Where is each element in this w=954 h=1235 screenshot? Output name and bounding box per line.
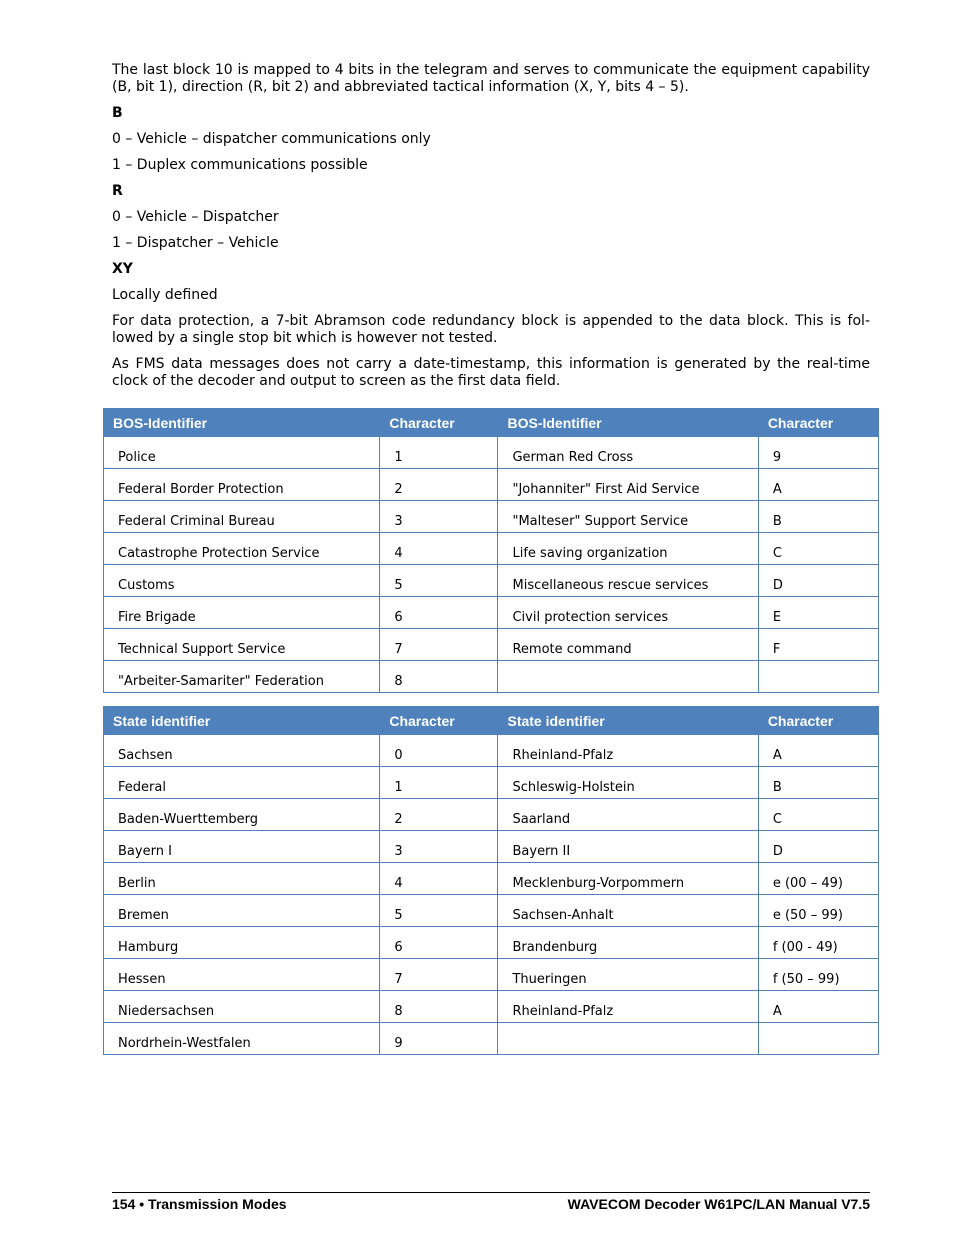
table-cell: Life saving organization [498, 533, 758, 565]
table-row [104, 735, 879, 767]
header-cell: Character [758, 409, 878, 437]
table-cell: Brandenburg [498, 927, 758, 959]
table-cell: Miscellaneous rescue services [498, 565, 758, 597]
xy-text: Locally defined [112, 287, 218, 303]
table-row [104, 831, 879, 863]
header-cell: State identifier [498, 707, 758, 735]
table-row [104, 895, 879, 927]
table-cell: 7 [380, 959, 498, 991]
table-cell: E [758, 597, 878, 629]
table-cell: "Johanniter" First Aid Service [498, 469, 758, 501]
table-cell: A [758, 991, 878, 1023]
table-cell: 9 [380, 1023, 498, 1055]
table-cell: e (50 – 99) [758, 895, 878, 927]
table-cell: Mecklenburg-Vorpommern [498, 863, 758, 895]
table-cell: Bayern II [498, 831, 758, 863]
table-cell: D [758, 831, 878, 863]
table-row [104, 1023, 879, 1055]
intro-paragraph: The last block 10 is mapped to 4 bits in the telegram and serves to communicate the equipment capability (B, bit 1), direction (R, bit 2) and abbreviated tactical information (X, Y, bits 4 – 5). [112, 62, 870, 95]
table-cell [498, 1023, 758, 1055]
table-cell: A [758, 469, 878, 501]
state-identifier-table [103, 706, 879, 1055]
table-cell: 9 [758, 437, 878, 469]
table-cell [498, 661, 758, 693]
table-cell: C [758, 533, 878, 565]
table-cell: 8 [380, 991, 498, 1023]
table-row [104, 863, 879, 895]
table-cell: Hessen [104, 959, 380, 991]
table-row [104, 533, 879, 565]
footer-page-section: 154 • Transmission Modes [112, 1196, 287, 1212]
table-header-row [104, 409, 879, 437]
table-cell: e (00 – 49) [758, 863, 878, 895]
table-cell: Catastrophe Protection Service [104, 533, 380, 565]
table-cell: 5 [380, 895, 498, 927]
table-cell: Sachsen-Anhalt [498, 895, 758, 927]
table-row [104, 437, 879, 469]
table-cell: Rheinland-Pfalz [498, 991, 758, 1023]
table-cell: Bremen [104, 895, 380, 927]
r-option-1: 1 – Dispatcher – Vehicle [112, 235, 279, 251]
table-row [104, 501, 879, 533]
table-cell: Hamburg [104, 927, 380, 959]
table-cell: Nordrhein-Westfalen [104, 1023, 380, 1055]
table-cell [758, 1023, 878, 1055]
header-cell: State identifier [104, 707, 380, 735]
table-row [104, 661, 879, 693]
table-row [104, 959, 879, 991]
header-cell: Character [380, 707, 498, 735]
table-cell [758, 661, 878, 693]
table-cell: Thueringen [498, 959, 758, 991]
xy-heading: XY [112, 261, 133, 277]
table-cell: Civil protection services [498, 597, 758, 629]
footer-manual-title: WAVECOM Decoder W61PC/LAN Manual V7.5 [567, 1196, 870, 1212]
table-cell: Berlin [104, 863, 380, 895]
table-cell: B [758, 767, 878, 799]
table-cell: 6 [380, 927, 498, 959]
table-row [104, 767, 879, 799]
table-cell: Remote command [498, 629, 758, 661]
table-cell: D [758, 565, 878, 597]
r-heading: R [112, 183, 123, 199]
header-cell: BOS-Identifier [104, 409, 380, 437]
r-option-0: 0 – Vehicle – Dispatcher [112, 209, 279, 225]
table-cell: Federal Criminal Bureau [104, 501, 380, 533]
table-cell: 4 [380, 863, 498, 895]
table-cell: 2 [380, 799, 498, 831]
b-option-0: 0 – Vehicle – dispatcher communications only [112, 131, 431, 147]
table-cell: Rheinland-Pfalz [498, 735, 758, 767]
table-cell: Customs [104, 565, 380, 597]
table-cell: Bayern I [104, 831, 380, 863]
table-cell: B [758, 501, 878, 533]
table-cell: 6 [380, 597, 498, 629]
table-cell: "Arbeiter-Samariter" Federation [104, 661, 380, 693]
table-cell: Technical Support Service [104, 629, 380, 661]
table-cell: German Red Cross [498, 437, 758, 469]
table-cell: Sachsen [104, 735, 380, 767]
table-row [104, 469, 879, 501]
table-row [104, 565, 879, 597]
table-cell: "Malteser" Support Service [498, 501, 758, 533]
table-cell: 8 [380, 661, 498, 693]
table-header-row [104, 707, 879, 735]
table-cell: Schleswig-Holstein [498, 767, 758, 799]
table-cell: F [758, 629, 878, 661]
table-row [104, 629, 879, 661]
table-cell: Fire Brigade [104, 597, 380, 629]
table-cell: 0 [380, 735, 498, 767]
table-cell: Saarland [498, 799, 758, 831]
b-heading: B [112, 105, 123, 121]
table-cell: A [758, 735, 878, 767]
table-cell: Police [104, 437, 380, 469]
header-cell: Character [380, 409, 498, 437]
table-cell: Federal [104, 767, 380, 799]
header-cell: BOS-Identifier [498, 409, 758, 437]
header-cell: Character [758, 707, 878, 735]
table-cell: 7 [380, 629, 498, 661]
table-cell: 5 [380, 565, 498, 597]
table-cell: 1 [380, 437, 498, 469]
table-row [104, 991, 879, 1023]
table-cell: f (00 - 49) [758, 927, 878, 959]
table-cell: 2 [380, 469, 498, 501]
table-cell: 4 [380, 533, 498, 565]
table-row [104, 799, 879, 831]
bos-identifier-table [103, 408, 879, 693]
table-cell: 3 [380, 501, 498, 533]
table-cell: C [758, 799, 878, 831]
table-cell: Baden-Wuerttemberg [104, 799, 380, 831]
table-row [104, 597, 879, 629]
footer-divider [112, 1192, 870, 1193]
table-cell: Niedersachsen [104, 991, 380, 1023]
body-text [112, 62, 870, 399]
table-cell: f (50 – 99) [758, 959, 878, 991]
protection-paragraph: For data protection, a 7-bit Abramson code redundancy block is appended to the data block. This is fol-lowed by a single stop bit which is however not tested. [112, 313, 870, 346]
table-cell: Federal Border Protection [104, 469, 380, 501]
timestamp-paragraph: As FMS data messages does not carry a date-timestamp, this information is generated by the real-time clock of the decoder and output to screen as the first data field. [112, 356, 870, 389]
table-cell: 1 [380, 767, 498, 799]
table-cell: 3 [380, 831, 498, 863]
b-option-1: 1 – Duplex communications possible [112, 157, 368, 173]
table-row [104, 927, 879, 959]
